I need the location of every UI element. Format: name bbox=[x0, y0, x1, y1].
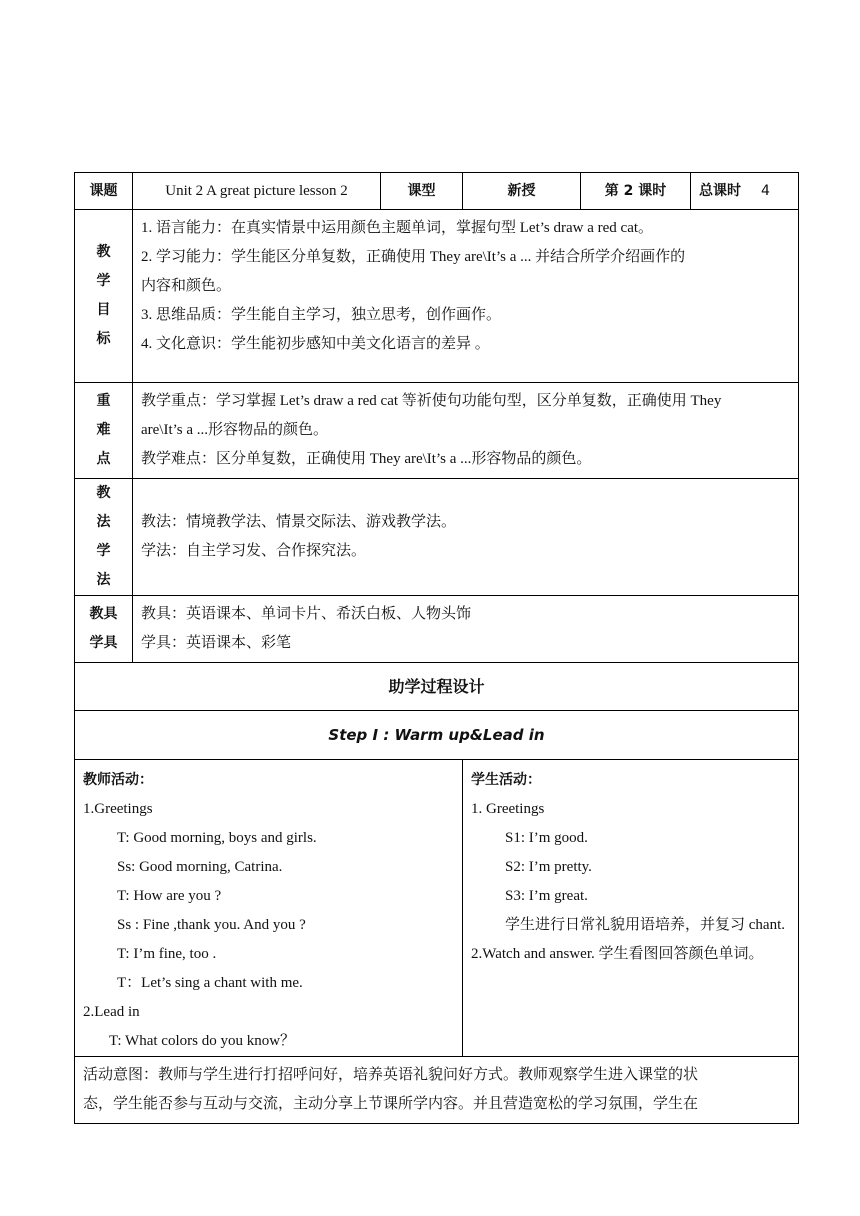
student-line: S2: I’m pretty. bbox=[505, 859, 592, 875]
objectives-content bbox=[133, 210, 799, 383]
teacher-heading: 教师活动： bbox=[83, 772, 153, 788]
teacher-line: T: How are you ? bbox=[117, 888, 222, 904]
step-title-row bbox=[75, 711, 799, 760]
total-value: 4 bbox=[761, 182, 770, 199]
teacher-line: Ss: Good morning, Catrina. bbox=[117, 859, 283, 875]
key-points-row bbox=[75, 383, 799, 479]
type-label: 课型 bbox=[381, 173, 463, 210]
objective-line: 2. 学习能力：学生能区分单复数，正确使用 They are\It’s a ... 并结合所学介绍画作的 bbox=[141, 249, 686, 265]
teacher-line: 2.Lead in bbox=[83, 1004, 140, 1020]
teacher-line: 1.Greetings bbox=[83, 801, 153, 817]
objectives-row bbox=[75, 210, 799, 383]
step-title: Step I : Warm up&Lead in bbox=[75, 711, 799, 760]
intent-line: 活动意图：教师与学生进行打招呼问好，培养英语礼貌问好方式。教师观察学生进入课堂的状 bbox=[83, 1067, 699, 1083]
process-title: 助学过程设计 bbox=[75, 663, 799, 711]
tools-label-line: 教具 bbox=[89, 606, 118, 622]
header-row bbox=[75, 173, 799, 210]
teacher-line: T: I’m fine, too . bbox=[117, 946, 217, 962]
key-point-line: are\It’s a ...形容物品的颜色。 bbox=[141, 422, 329, 438]
methods-label-char: 学 bbox=[96, 543, 111, 559]
intent-line: 态，学生能否参与互动与交流，主动分享上节课所学内容。并且营造宽松的学习氛围，学生在 bbox=[83, 1096, 699, 1112]
period-value: 第 2 课时 bbox=[581, 173, 691, 210]
key-points-label-char: 重 bbox=[96, 393, 111, 409]
tools-row bbox=[75, 596, 799, 663]
methods-label-char: 法 bbox=[96, 572, 111, 588]
student-heading: 学生活动： bbox=[471, 772, 541, 788]
objective-line: 4. 文化意识：学生能初步感知中美文化语言的差异 。 bbox=[141, 336, 490, 352]
topic-value: Unit 2 A great picture lesson 2 bbox=[133, 173, 381, 210]
method-line: 教法：情境教学法、情景交际法、游戏教学法。 bbox=[141, 514, 457, 530]
objective-line: 1. 语言能力：在真实情景中运用颜色主题单词，掌握句型 Let’s draw a red cat。 bbox=[141, 220, 654, 236]
objectives-label-char: 目 bbox=[96, 302, 111, 318]
student-line: S1: I’m good. bbox=[505, 830, 588, 846]
objectives-label bbox=[75, 210, 133, 383]
total-periods bbox=[691, 173, 799, 210]
methods-label-char: 法 bbox=[96, 514, 111, 530]
key-points-content bbox=[133, 383, 799, 479]
methods-content bbox=[133, 479, 799, 596]
tools-label-line: 学具 bbox=[89, 635, 118, 651]
intent-row bbox=[75, 1057, 799, 1124]
teacher-line: T：Let’s sing a chant with me. bbox=[117, 975, 303, 991]
key-points-label-char: 点 bbox=[96, 451, 111, 467]
lesson-plan-table bbox=[74, 172, 799, 1124]
student-line: S3: I’m great. bbox=[505, 888, 588, 904]
teacher-activities bbox=[75, 760, 463, 1057]
key-points-label bbox=[75, 383, 133, 479]
type-value: 新授 bbox=[463, 173, 581, 210]
methods-row bbox=[75, 479, 799, 596]
teacher-line: T: What colors do you know？ bbox=[109, 1033, 296, 1049]
tool-line: 学具：英语课本、彩笔 bbox=[141, 635, 292, 651]
total-label: 总课时 bbox=[699, 182, 741, 199]
methods-label bbox=[75, 479, 133, 596]
objectives-label-char: 学 bbox=[96, 273, 111, 289]
topic-label: 课题 bbox=[75, 173, 133, 210]
key-point-line: 教学难点：区分单复数，正确使用 They are\It’s a ...形容物品的颜色。 bbox=[141, 451, 592, 467]
student-line: 2.Watch and answer. 学生看图回答颜色单词。 bbox=[471, 946, 764, 962]
student-activities bbox=[463, 760, 799, 1057]
activity-intent bbox=[75, 1057, 799, 1124]
student-line: 学生进行日常礼貌用语培养，并复习 chant. bbox=[505, 917, 785, 933]
tools-content bbox=[133, 596, 799, 663]
objectives-label-char: 教 bbox=[96, 244, 111, 260]
teacher-line: Ss : Fine ,thank you. And you ? bbox=[117, 917, 306, 933]
teacher-line: T: Good morning, boys and girls. bbox=[117, 830, 317, 846]
tool-line: 教具：英语课本、单词卡片、希沃白板、人物头饰 bbox=[141, 606, 472, 622]
student-line: 1. Greetings bbox=[471, 801, 545, 817]
method-line: 学法：自主学习发、合作探究法。 bbox=[141, 543, 367, 559]
key-points-label-char: 难 bbox=[96, 422, 111, 438]
activities-row bbox=[75, 760, 799, 1057]
key-point-line: 教学重点：学习掌握 Let’s draw a red cat 等祈使句功能句型，区分单复数，正确使用 They bbox=[141, 393, 722, 409]
objectives-label-char: 标 bbox=[96, 331, 111, 347]
process-title-row bbox=[75, 663, 799, 711]
objective-line: 内容和颜色。 bbox=[141, 278, 232, 294]
lesson-plan bbox=[74, 172, 798, 1124]
objective-line: 3. 思维品质：学生能自主学习，独立思考，创作画作。 bbox=[141, 307, 502, 323]
methods-label-char: 教 bbox=[96, 485, 111, 501]
tools-label bbox=[75, 596, 133, 663]
